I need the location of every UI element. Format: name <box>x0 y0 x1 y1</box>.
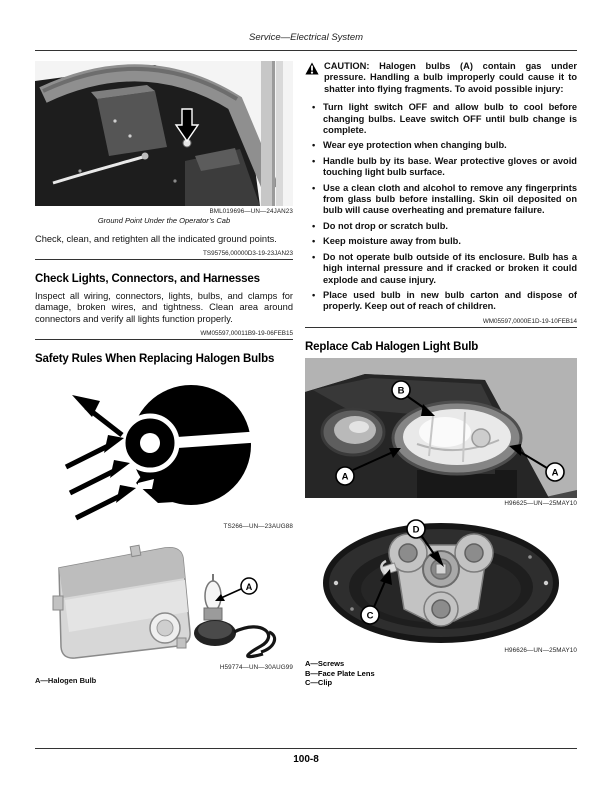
wear-eye-protection-pictograph <box>58 371 270 521</box>
caution-bullet: • Do not drop or scratch bulb. <box>312 221 577 232</box>
heading-replace-bulb: Replace Cab Halogen Light Bulb <box>305 340 479 353</box>
legend-item: C—Clip <box>305 678 333 688</box>
section-code: WM05597,00011B9-19-06FEB15 <box>200 330 293 338</box>
callout-a-right-label: A <box>551 467 559 479</box>
page-number: 100-8 <box>293 754 319 765</box>
callout-b-label: B <box>397 385 405 397</box>
figure-halogen-bulb <box>35 540 293 671</box>
callout-d-label: D <box>412 524 420 536</box>
section-rule <box>35 259 293 260</box>
callout-a-left-label: A <box>341 471 349 483</box>
section-rule <box>305 327 577 328</box>
figure-code: BML019696—UN—24JAN23 <box>209 208 293 215</box>
page-footer <box>35 748 577 765</box>
figure-code: H96626—UN—25MAY10 <box>504 647 577 655</box>
figure-ground-point <box>35 61 293 225</box>
figure-legend: A—Halogen Bulb <box>35 675 97 685</box>
figure-cab-light <box>305 358 577 507</box>
caution-bullet: • Handle bulb by its base. Wear protective gloves or avoid touching light bulb surface. <box>312 156 577 179</box>
figure-code: TS266—UN—23AUG88 <box>223 522 293 530</box>
caution-block <box>305 61 577 95</box>
cab-light-photo <box>305 358 577 498</box>
header-rule <box>35 50 577 51</box>
ground-point-illustration <box>35 61 293 206</box>
figure-code: H96625—UN—25MAY10 <box>504 500 577 508</box>
figure-caption: Ground Point Under the Operator’s Cab <box>97 216 231 225</box>
section-code: TS95756,00000D3-19-23JAN23 <box>203 250 293 258</box>
figure-lamp-back <box>305 517 577 654</box>
caution-bullet: • Turn light switch OFF and allow bulb to cool before changing bulbs. Leave switch OFF until bulb change is complete. <box>312 102 577 136</box>
caution-bullet-list <box>312 102 577 313</box>
lights-paragraph: Inspect all wiring, connectors, lights, bulbs, and clamps for damage, broken wires, and tightness. Clean area around connectors and verify all lights function properly. <box>35 290 293 324</box>
caution-bullet: • Keep moisture away from bulb. <box>312 236 577 247</box>
figure-legend-list <box>305 659 577 688</box>
legend-item: B—Face Plate Lens <box>305 668 375 678</box>
section-rule <box>35 339 293 340</box>
legend-item: A—Screws <box>305 659 345 669</box>
caution-intro: CAUTION: Halogen bulbs (A) contain gas under pressure. Handling a bulb improperly could cause it to shatter into flying fragments. To avoid possible injury: <box>324 61 577 94</box>
right-column <box>305 61 577 688</box>
caution-bullet: • Place used bulb in new bulb carton and dispose of properly. Keep out of reach of children. <box>312 290 577 313</box>
caution-bullet: • Wear eye protection when changing bulb. <box>312 140 577 151</box>
section-code: WM05597,0000E1D-19-10FEB14 <box>482 317 577 325</box>
figure-eye-protection <box>35 371 293 530</box>
lamp-back-photo <box>316 517 566 645</box>
two-column-layout <box>35 61 577 688</box>
caution-bullet: • Use a clean cloth and alcohol to remove any fingerprints from glass bulb before installing. Skin oil deposited on bulb will cause overheating and premature failure. <box>312 183 577 217</box>
halogen-bulb-illustration <box>35 540 293 662</box>
left-column <box>35 61 293 688</box>
heading-safety-rules: Safety Rules When Replacing Halogen Bulbs <box>35 353 275 366</box>
running-header: Service—Electrical System <box>248 32 364 43</box>
heading-check-lights: Check Lights, Connectors, and Harnesses <box>35 273 260 286</box>
ground-paragraph: Check, clean, and retighten all the indicated ground points. <box>35 234 277 244</box>
callout-a-label: A <box>245 581 253 592</box>
figure-code: H59774—UN—30AUG99 <box>219 663 293 671</box>
warning-triangle-icon <box>305 61 319 95</box>
footer-rule <box>35 748 577 749</box>
caution-bullet: • Do not operate bulb outside of its enclosure. Bulb has a high internal pressure and if cracked or broken it could explode and cause injury. <box>312 252 577 286</box>
callout-c-label: C <box>366 610 374 622</box>
